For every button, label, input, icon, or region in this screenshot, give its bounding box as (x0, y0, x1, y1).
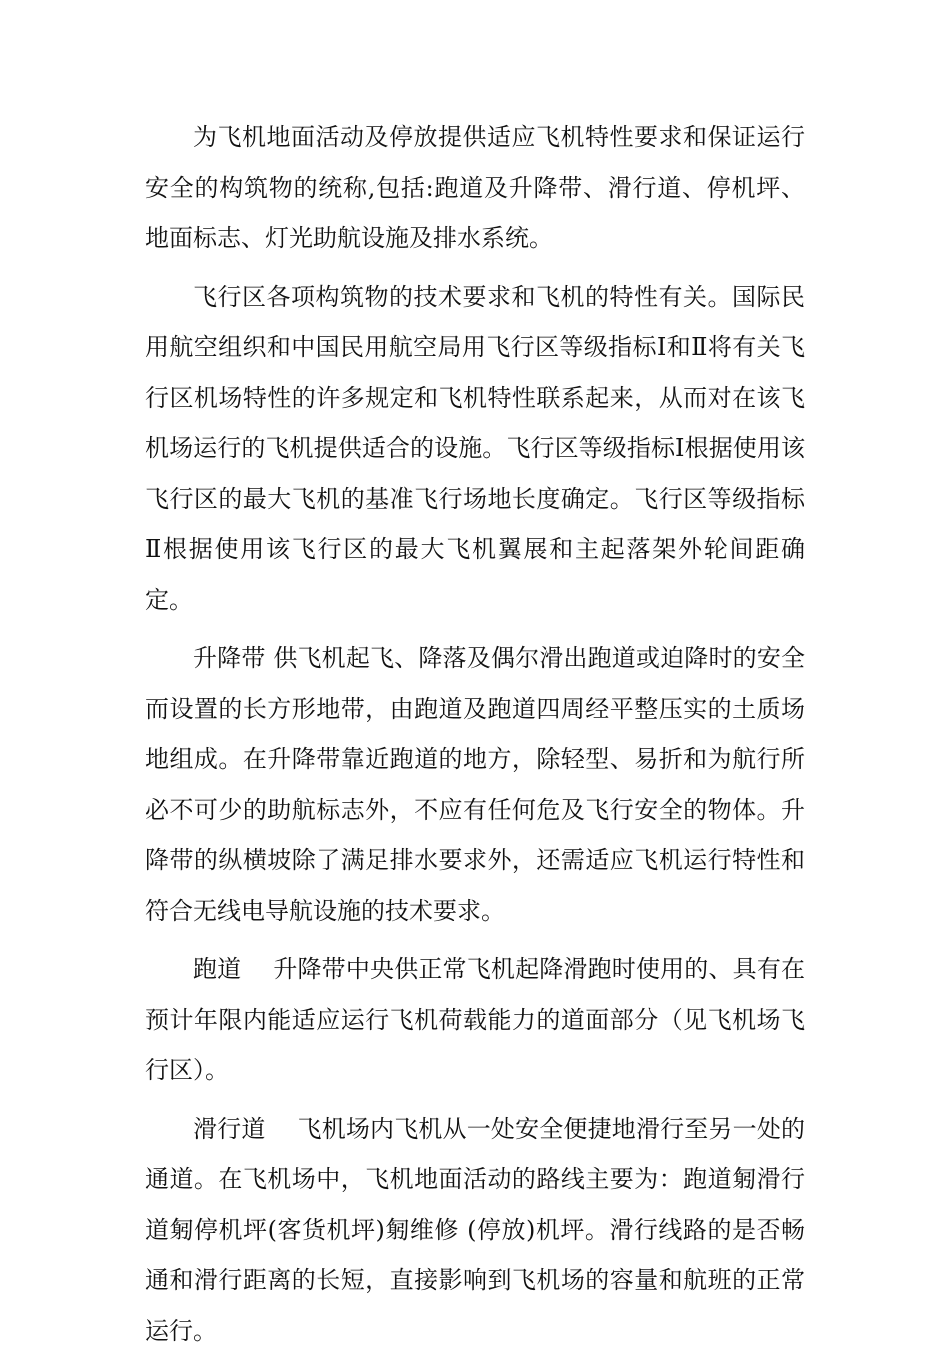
paragraph-airfield-classification (145, 272, 805, 626)
paragraph-text: 为飞机地面活动及停放提供适应飞机特性要求和保证运行安全的构筑物的统称,包括:跑道及升降带、滑行道、停机坪、地面标志、灯光助航设施及排水系统。 (145, 123, 805, 252)
paragraph-taxiway (145, 1104, 805, 1357)
paragraph-text: 供飞机起飞、降落及偶尔滑出跑道或迫降时的安全而设置的长方形地带，由跑道及跑道四周经平整压实的土质场地组成。在升降带靠近跑道的地方，除轻型、易折和为航行所必不可少的助航标志外，不应有任何危及飞行安全的物体。升降带的纵横坡除了满足排水要求外，还需适应飞机运行特性和符合无线电导航设施的技术要求。 (145, 644, 805, 925)
document-body (145, 112, 805, 1364)
paragraph-term: 跑道 (193, 955, 274, 983)
paragraph-text: 飞行区各项构筑物的技术要求和飞机的特性有关。国际民用航空组织和中国民用航空局用飞行区等级指标Ⅰ和Ⅱ将有关飞行区机场特性的许多规定和飞机特性联系起来，从而对在该飞机场运行的飞机提供适合的设施。飞行区等级指标Ⅰ根据使用该飞行区的最大飞机的基准飞行场地长度确定。飞行区等级指标Ⅱ根据使用该飞行区的最大飞机翼展和主起落架外轮间距确定。 (145, 282, 805, 614)
paragraph-term: 升降带 (193, 644, 274, 672)
paragraph-term: 滑行道 (193, 1114, 298, 1143)
paragraph-runway (145, 944, 805, 1096)
paragraph-runway-strip (145, 633, 805, 936)
paragraph-airfield-definition (145, 112, 805, 264)
paragraph-text: 飞机场内飞机从一处安全便捷地滑行至另一处的通道。在飞机场中，飞机地面活动的路线主要为：跑道匑滑行道匑停机坪(客货机坪)匑维修 (停放)机坪。滑行线路的是否畅通和滑行距离的长短，直接影响到飞机场的容量和航班的正常运行。 (145, 1114, 806, 1345)
paragraph-text: 升降带中央供正常飞机起降滑跑时使用的、具有在预计年限内能适应运行飞机荷载能力的道面部分（见飞机场飞行区）。 (145, 955, 805, 1084)
